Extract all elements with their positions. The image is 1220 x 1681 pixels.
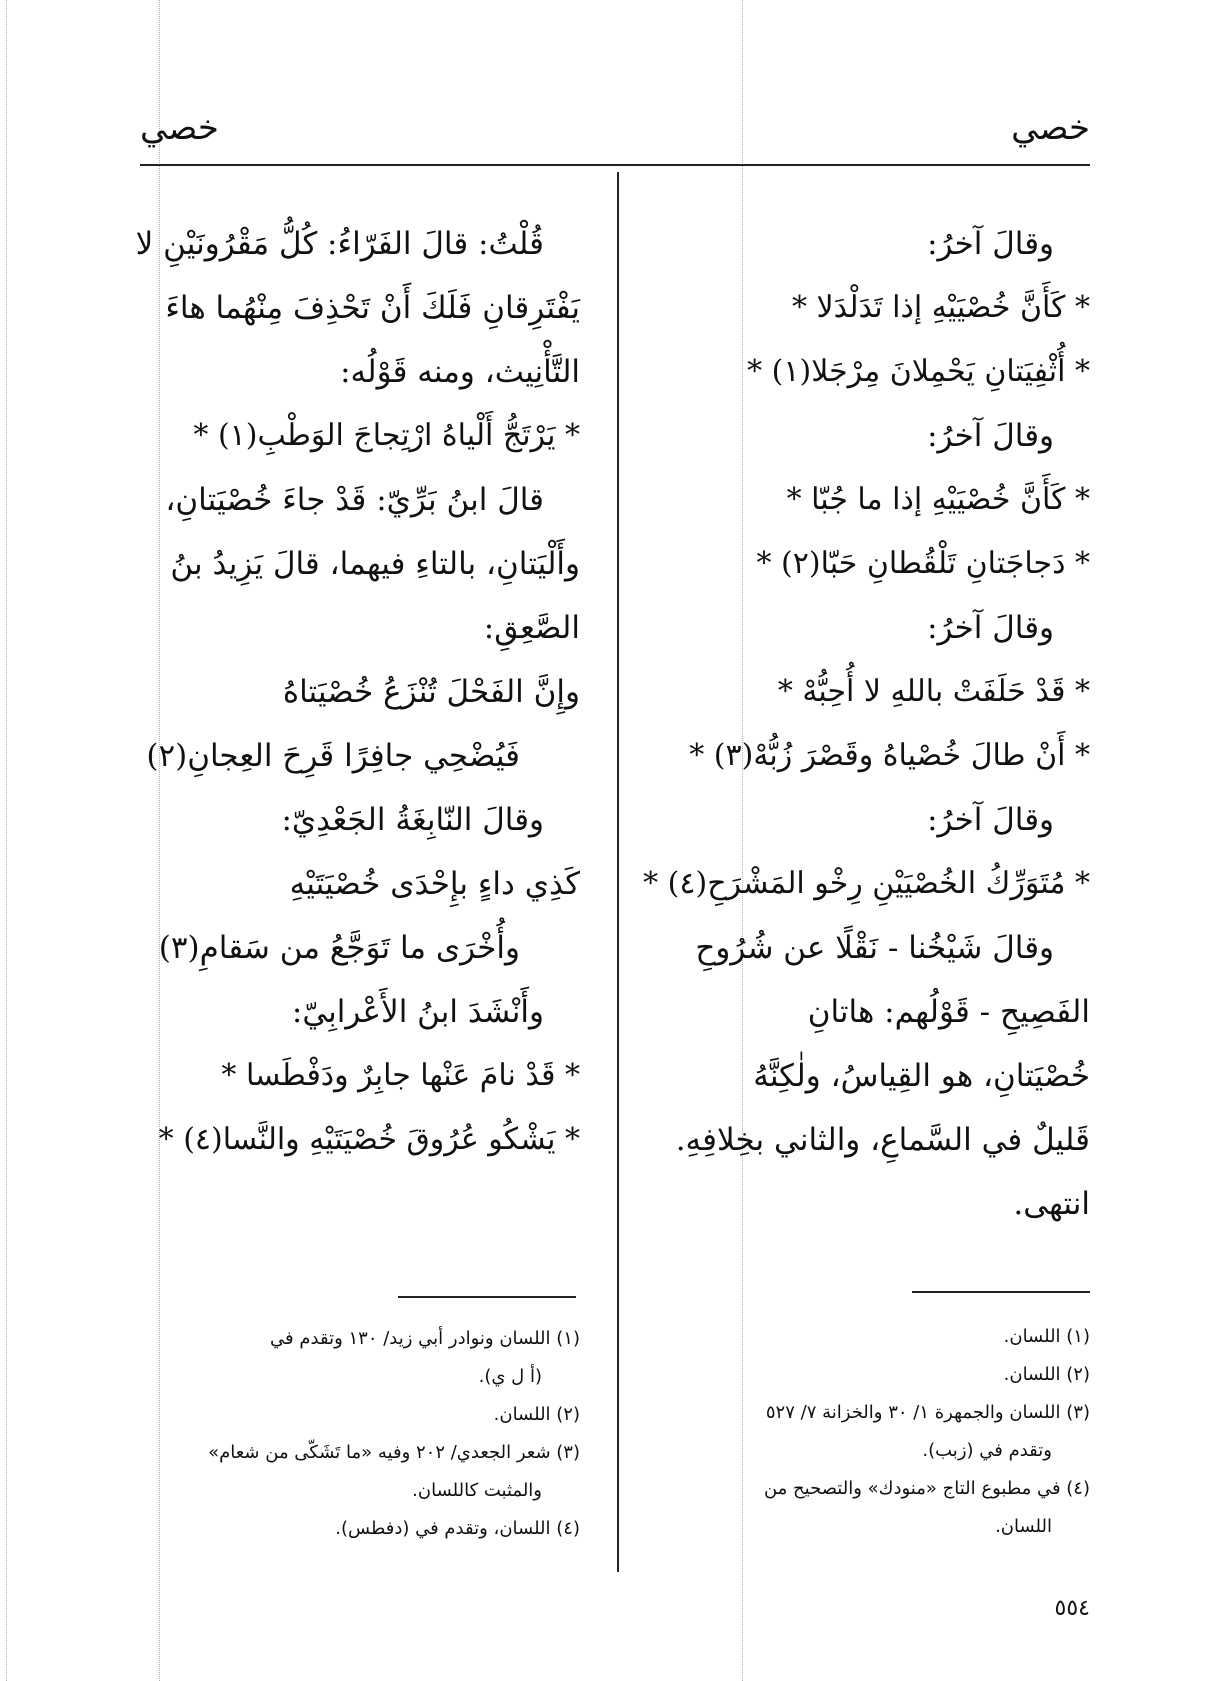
footnote: (٣) اللسان والجمهرة ١/ ٣٠ والخزانة ٧/ ٥٢٧	[765, 1402, 1090, 1423]
footnotes-left	[140, 1320, 580, 1548]
text-line: التَّأْنِيث، ومنه قَوْلُه:	[340, 354, 580, 390]
text-line: وأَنْشَدَ ابنُ الأَعْرابِيّ:	[291, 994, 544, 1030]
verse-line: * يَشْكُو عُرُوقَ خُصْيَتَيْهِ والنَّسا(٤) *	[158, 1122, 580, 1157]
verse-line: * مُتَوَرِّكُ الخُصْيَيْنِ رِخْو المَشْرَحِ(٤) *	[643, 866, 1090, 901]
footnote-rule	[912, 1291, 1090, 1293]
text-line: خُصْيَتانِ، هو القِياسُ، ولٰكِنَّهُ	[753, 1058, 1090, 1094]
footnote-continuation: وتقدم في (زبب).	[922, 1440, 1052, 1461]
text-line: وقالَ آخرُ:	[927, 418, 1054, 454]
verse-line: * كَأَنَّ خُصْيَيْهِ إذا ما جُبّا *	[786, 482, 1090, 517]
text-line: وأَلْيَتانِ، بالتاءِ فيهما، قالَ يَزِيدُ بنُ	[170, 546, 580, 582]
footnote-rule	[398, 1296, 576, 1298]
running-header-right: خصي	[1011, 108, 1090, 148]
running-header-left: خصي	[140, 108, 219, 148]
text-line: وقالَ آخرُ:	[927, 802, 1054, 838]
page-number: ٥٥٤	[1054, 1596, 1090, 1621]
text-line: قَليلٌ في السَّماعِ، والثاني بخِلافِهِ.	[675, 1122, 1090, 1158]
footnotes-right	[650, 1318, 1090, 1546]
text-line: الفَصِيحِ - قَوْلُهم: هاتانِ	[807, 994, 1090, 1030]
header-rule	[140, 164, 1090, 166]
verse-line: وإِنَّ الفَحْلَ تُنْزَعُ خُصْيَتاهُ	[282, 674, 580, 710]
footnote: (٤) في مطبوع التاج «منودك» والتصحيح من	[763, 1478, 1090, 1499]
footnote: (٤) اللسان، وتقدم في (دفطس).	[335, 1518, 580, 1539]
text-line: وقالَ آخرُ:	[927, 226, 1054, 262]
verse-line: وأُخْرَى ما تَوَجَّعُ من سَقامِ(٣)	[158, 930, 520, 966]
right-column	[643, 212, 1090, 1236]
verse-line: * أَنْ طالَ خُصْياهُ وقَصْرَ زُبُّهْ(٣) *	[689, 738, 1090, 773]
scan-guide-line	[6, 0, 7, 1681]
footnote: (٢) اللسان.	[493, 1404, 580, 1425]
footnote-continuation: (أ ل ي).	[478, 1366, 542, 1387]
text-line: الصَّعِقِ:	[483, 610, 580, 646]
footnote-continuation: والمثبت كاللسان.	[412, 1480, 542, 1501]
text-line: قُلْتُ: قالَ الفَرّاءُ: كُلُّ مَقْرُونَيْنِ لا	[135, 226, 544, 262]
footnote-continuation: اللسان.	[995, 1516, 1052, 1537]
verse-line: * قَدْ نامَ عَنْها جابِرٌ ودَفْطَسا *	[221, 1058, 580, 1093]
text-line: وقالَ آخرُ:	[927, 610, 1054, 646]
left-column	[135, 212, 580, 1172]
verse-line: كَذِي داءٍ بإِحْدَى خُصْيَتَيْهِ	[289, 866, 580, 902]
text-line: انتهى.	[1013, 1186, 1090, 1222]
text-line: قالَ ابنُ بَرِّيّ: قَدْ جاءَ خُصْيَتانِ،	[165, 482, 544, 518]
text-line: وقالَ النّابِغَةُ الجَعْدِيّ:	[281, 802, 544, 838]
verse-line: فَيُضْحِي جافِرًا قَرِحَ العِجانِ(٢)	[146, 738, 520, 774]
verse-line: * يَرْتَجُّ أَلْياهُ ارْتِجاجَ الوَطْبِ(١) *	[193, 418, 580, 453]
footnote: (٢) اللسان.	[1003, 1364, 1090, 1385]
text-line: وقالَ شَيْخُنا - نَقْلًا عن شُرُوحِ	[695, 930, 1054, 966]
verse-line: * قَدْ حَلَفَتْ باللهِ لا أُحِبُّهْ *	[777, 674, 1090, 709]
footnote: (١) اللسان.	[1003, 1326, 1090, 1347]
verse-line: * أُثْفِيَتانِ يَحْمِلانَ مِرْجَلا(١) *	[747, 354, 1090, 389]
verse-line: * دَجاجَتانِ تَلْقُطانِ حَبّا(٢) *	[756, 546, 1090, 581]
footnote: (٣) شعر الجعدي/ ٢٠٢ وفيه «ما تَشَكّى من شعام»	[208, 1442, 580, 1463]
footnote: (١) اللسان ونوادر أبي زيد/ ١٣٠ وتقدم في	[270, 1328, 580, 1349]
verse-line: * كَأَنَّ خُصْيَيْهِ إذا تَدَلْدَلا *	[791, 290, 1090, 325]
text-line: يَفْتَرِقانِ فَلَكَ أَنْ تَحْذِفَ مِنْهُما هاءَ	[165, 290, 580, 326]
column-divider	[617, 172, 619, 1572]
